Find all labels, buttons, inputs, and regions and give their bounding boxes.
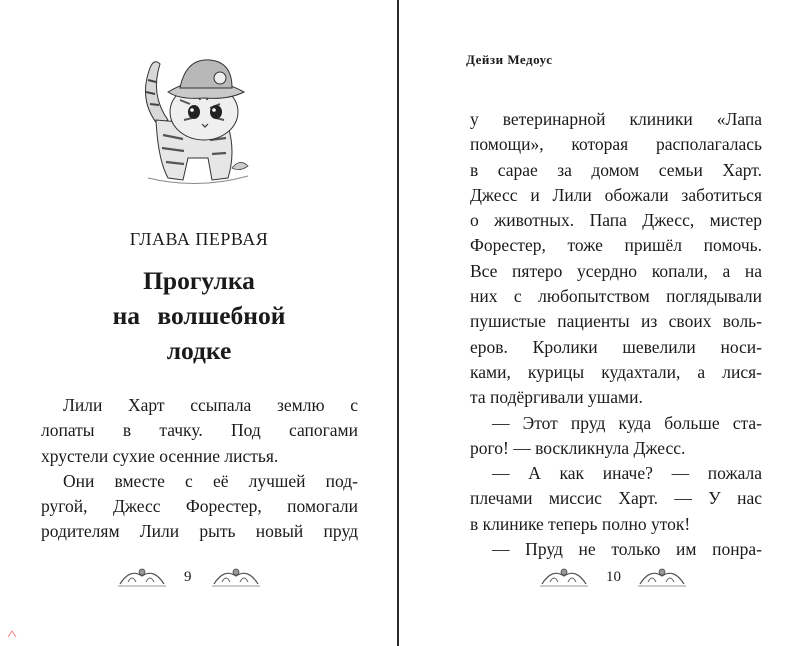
text-line: еров. Кролики шевелили носи- [470,336,762,357]
running-head-author: Дейзи Медоус [466,52,553,67]
flourish-ornament-icon [212,562,260,588]
text-line: — Этот пруд куда больше ста- [492,412,762,433]
text-line: — Пруд не только им понра- [492,539,762,560]
kitten-illustration [128,40,268,190]
text-line: них с любопытством поглядывали [470,286,762,307]
text-line: лопаты в тачку. Под сапогами [41,420,358,441]
text-line: Форестер, тоже пришёл помочь. [470,235,762,256]
book-gutter [397,0,399,646]
left-page [0,0,398,646]
text-line: — А как иначе? — пожала [492,463,762,484]
text-line: ками, курицы кудахтали, а лися- [470,361,762,382]
text-line: в клинике теперь полно уток! [470,513,691,534]
chapter-title-line: на волшебной [112,301,286,330]
page-number: 10 [606,569,621,585]
text-line: в сарае за домом семьи Харт. [470,159,762,180]
page-number: 9 [184,569,192,585]
left-body-text [41,393,358,545]
text-line: ругой, Джесс Форестер, помогали [41,496,358,517]
text-line: та подёргивали ушами. [470,387,643,408]
text-line: о животных. Папа Джесс, мистер [470,210,762,231]
chapter-title [0,263,398,368]
text-line: плечами миссис Харт. — У нас [470,488,762,509]
text-line: Они вместе с её лучшей под- [63,470,358,491]
chapter-title-line: лодке [166,336,232,365]
text-line: Джесс и Лили обожали заботиться [470,184,762,205]
right-page [400,0,800,646]
text-line: Все пятеро усердно копали, а на [470,260,762,281]
right-body-text [470,107,762,562]
flourish-ornament-icon [638,562,686,588]
text-line: пушистые пациенты из своих воль- [470,311,762,332]
corner-mark-icon [6,629,18,639]
text-line: у ветеринарной клиники «Лапа [470,109,762,129]
chapter-label: ГЛАВА ПЕРВАЯ [129,229,269,249]
text-line: помощи», которая располагалась [470,134,762,155]
flourish-ornament-icon [540,562,588,588]
flourish-ornament-icon [118,562,166,588]
text-line: Лили Харт ссыпала землю с [63,395,358,415]
chapter-title-line: Прогулка [143,266,255,295]
text-line: хрустели сухие осенние листья. [41,445,279,466]
text-line: рого! — воскликнула Джесс. [470,437,686,458]
text-line: родителям Лили рыть новый пруд [41,521,358,542]
